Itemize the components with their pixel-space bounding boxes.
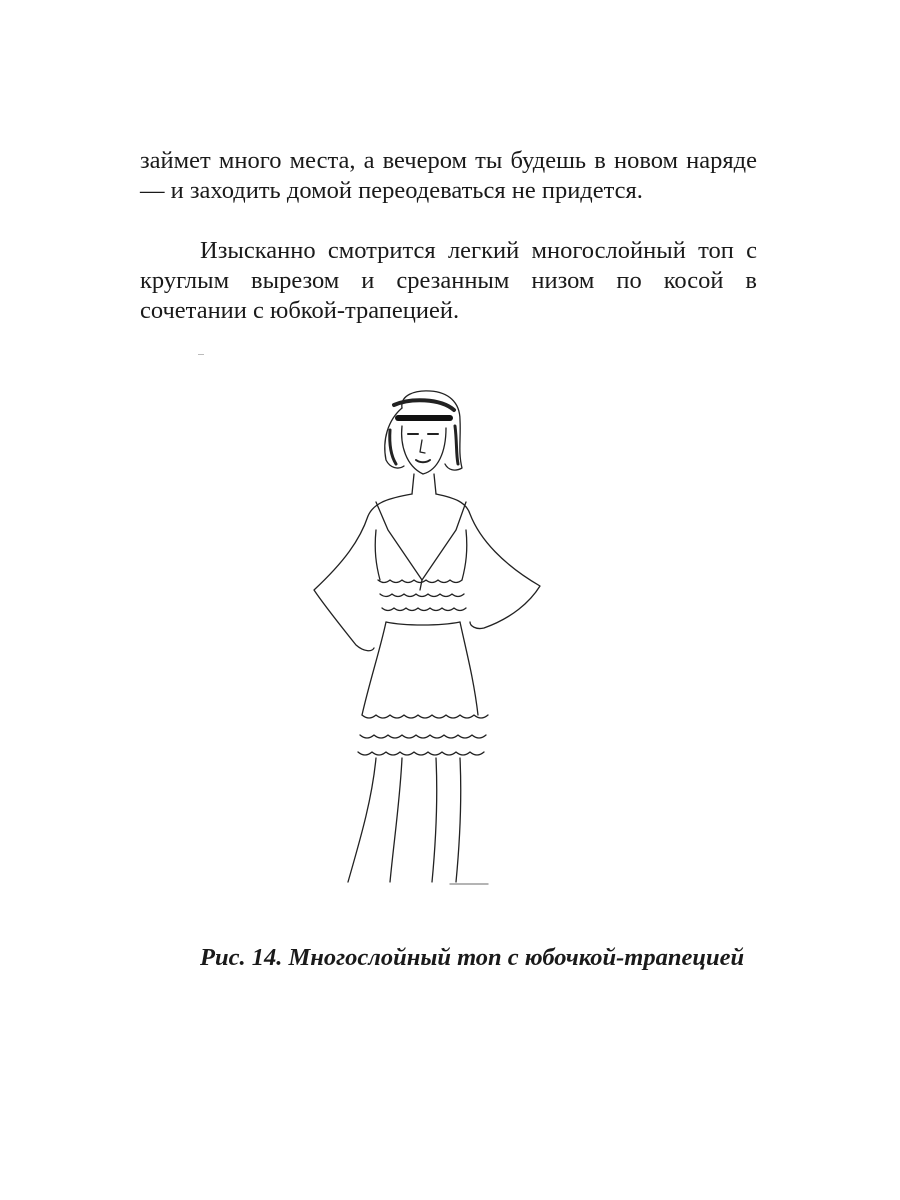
neck: [412, 474, 436, 494]
figure-caption: Рис. 14. Многослойный топ с юбочкой-трапецией: [200, 944, 745, 971]
top-sides: [375, 530, 467, 580]
mouth: [416, 460, 430, 462]
skirt-hem-1: [362, 715, 488, 718]
left-arm: [314, 494, 412, 651]
skirt-hem-2: [360, 735, 486, 738]
ruffle-2: [380, 594, 464, 597]
right-leg: [432, 758, 461, 882]
ruffle-3: [382, 608, 466, 611]
hair-top: [394, 400, 454, 410]
hair-sides: [390, 426, 458, 464]
ruffle-1: [378, 580, 462, 583]
waist: [386, 622, 460, 625]
skirt-sides: [362, 622, 478, 715]
fashion-sketch-illustration: [290, 390, 570, 895]
top-neckline: [376, 502, 466, 580]
nose: [420, 440, 425, 453]
scan-speck: [198, 354, 204, 355]
fashion-sketch-figure: [290, 390, 570, 895]
right-arm: [436, 494, 540, 629]
top-center: [420, 580, 422, 590]
left-leg: [348, 758, 402, 882]
paragraph-2: Изысканно смотрится легкий многослойный топ с круглым вырезом и срезанным низом по косой в сочетании с юбкой-трапецией.: [140, 237, 757, 324]
skirt-hem-3: [358, 752, 484, 755]
paragraph-1: займет много места, а вечером ты будешь в новом наряде — и заходить домой переодеваться не придется.: [140, 147, 757, 204]
